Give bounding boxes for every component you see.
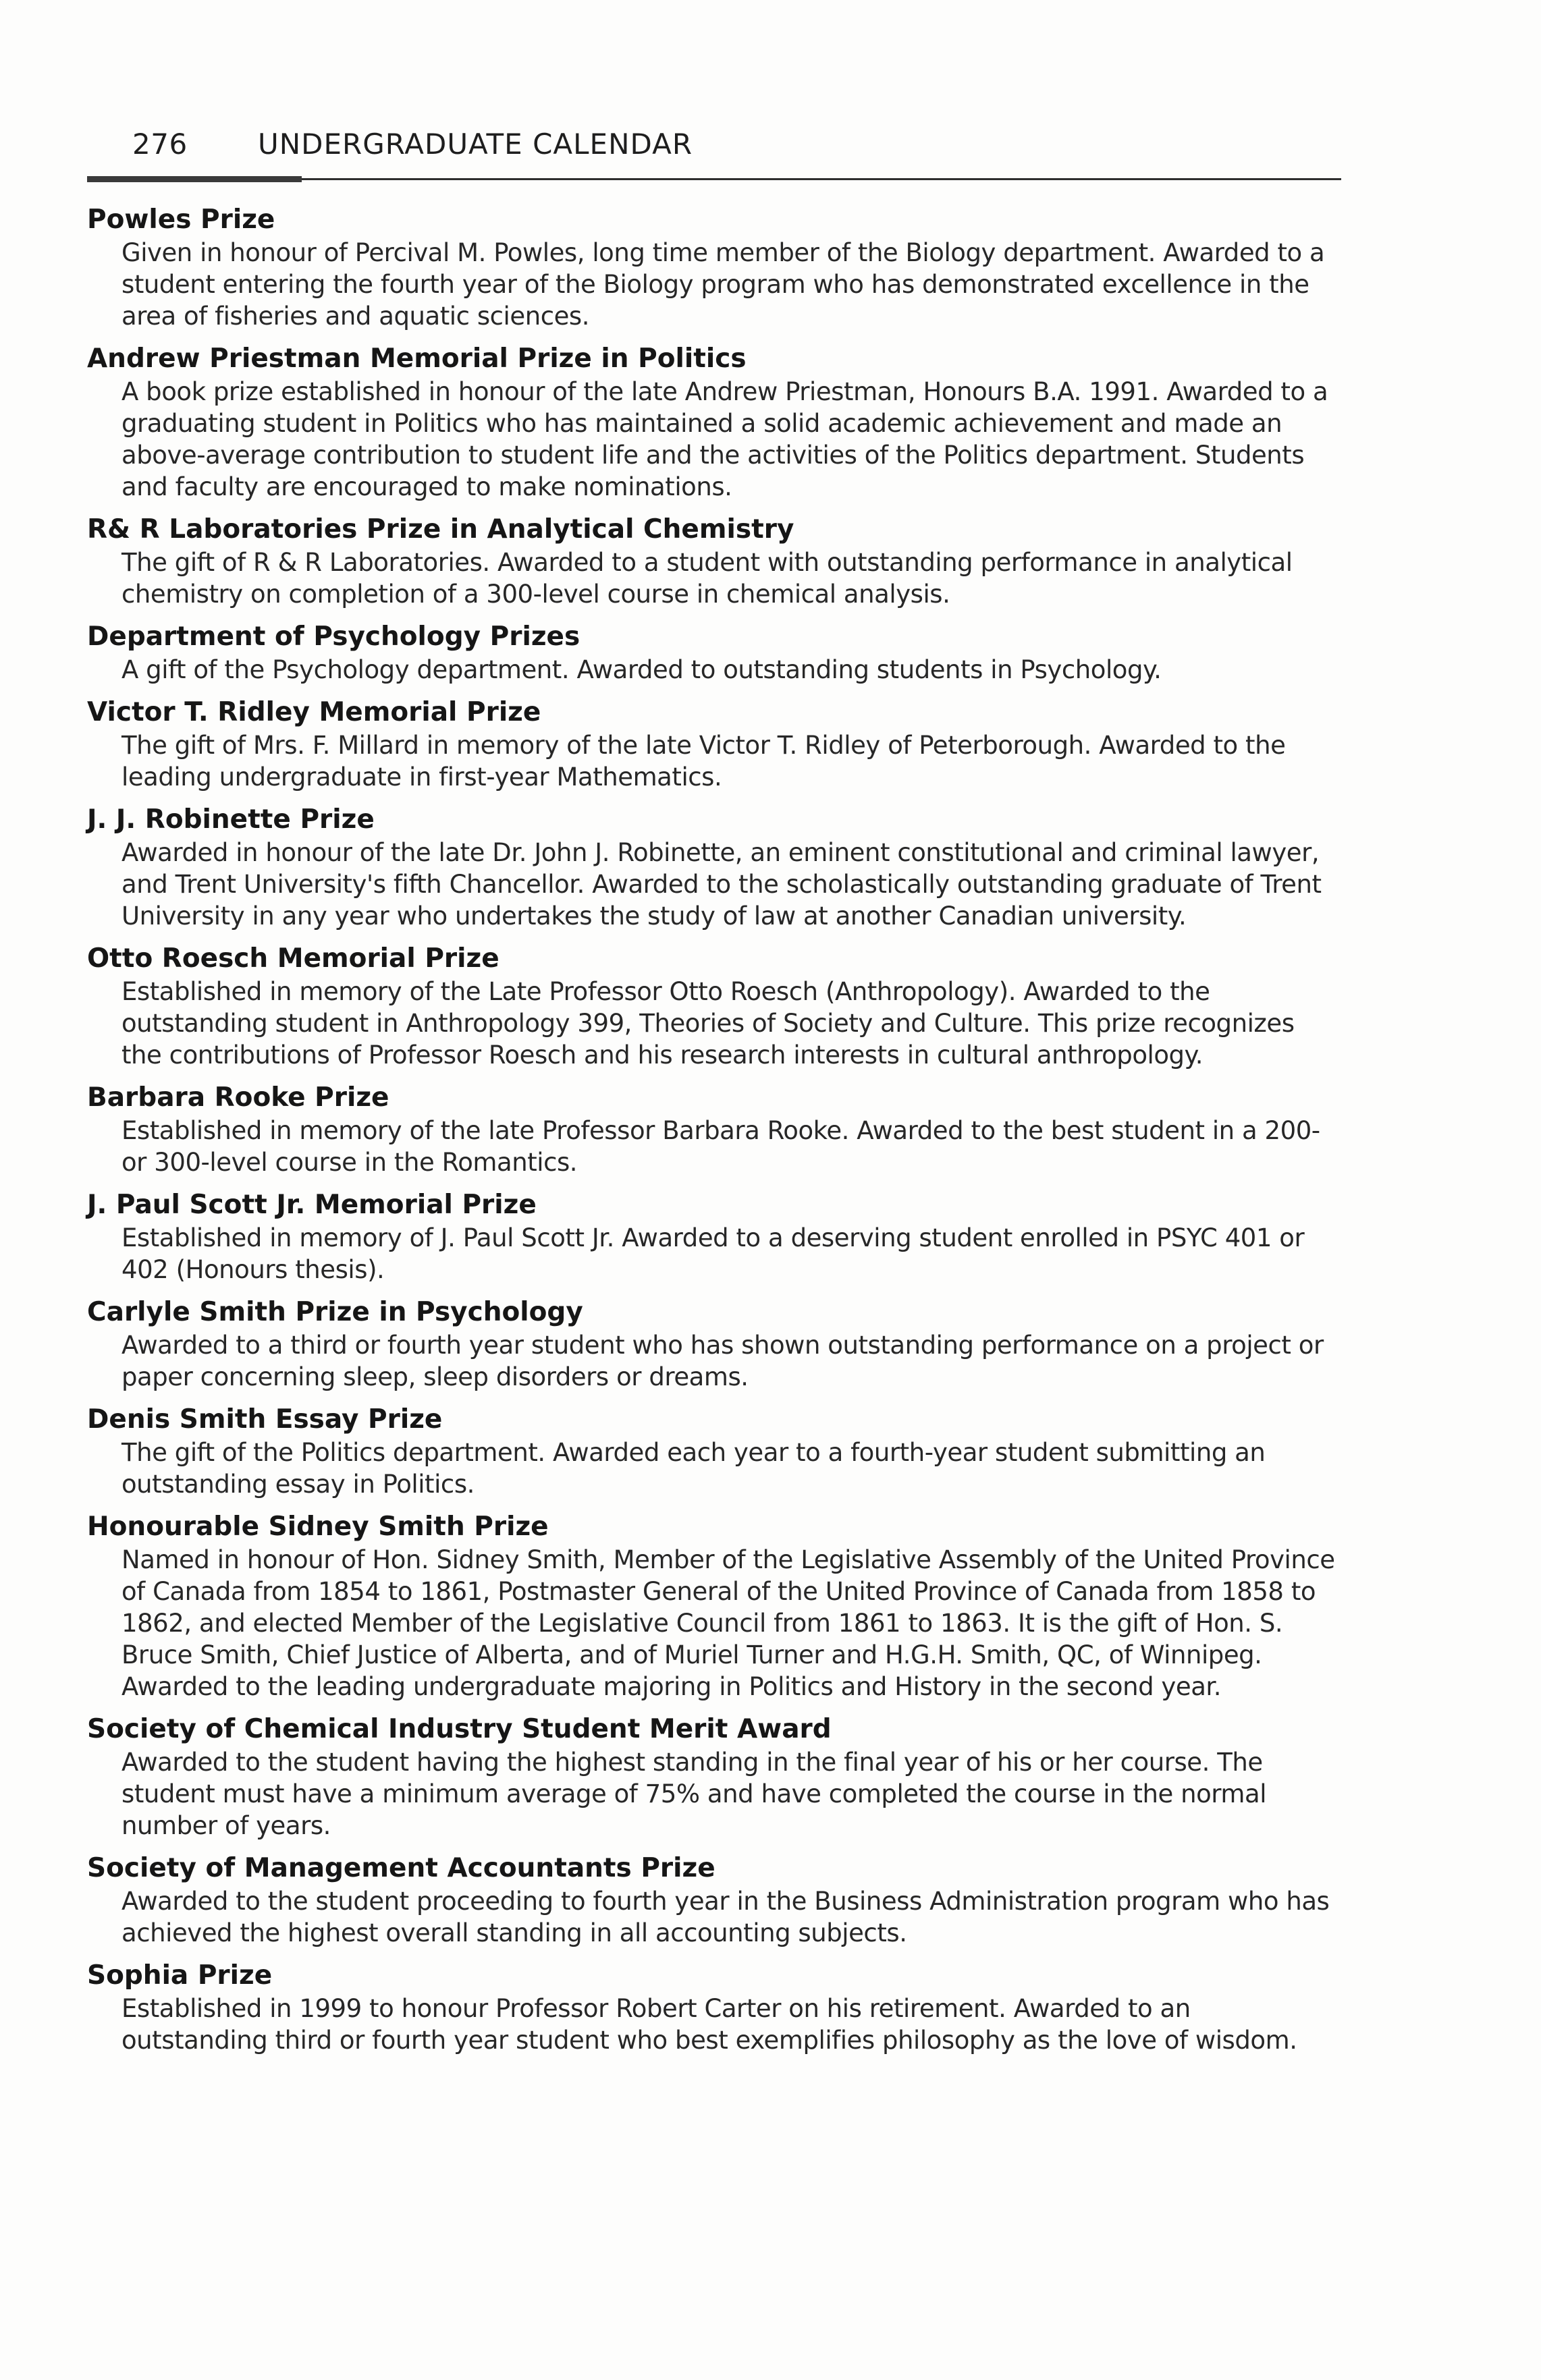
prize-description: Awarded to a third or fourth year student who has shown outstanding performance on a project or paper concerning sleep, sleep disorders or dreams. [121,1331,1324,1391]
prize-description: A gift of the Psychology department. Awarded to outstanding students in Psychology. [121,655,1162,684]
prize-title: Department of Psychology Prizes [87,621,580,652]
prize-entry [87,1402,1341,1500]
prize-description: Awarded to the student having the highest standing in the final year of his or her course. The student must have a minimum average of 75% and have completed the course in the normal number of years. [121,1748,1267,1840]
prize-entry [87,802,1341,932]
prize-entry [87,1080,1341,1178]
prize-description: Established in 1999 to honour Professor Robert Carter on his retirement. Awarded to an outstanding third or fourth year student who best exemplifies philosophy as the love of wisdom. [121,1994,1297,2055]
prize-title: J. Paul Scott Jr. Memorial Prize [87,1190,537,1220]
prize-title: Carlyle Smith Prize in Psychology [87,1297,583,1327]
prize-title: Society of Chemical Industry Student Merit Award [87,1714,832,1744]
page-header [132,127,1341,167]
prize-entry [87,341,1341,503]
prize-description: Awarded in honour of the late Dr. John J. Robinette, an eminent constitutional and criminal lawyer, and Trent University's fifth Chancellor. Awarded to the scholastically outstanding graduate of Trent University in any year who undertakes the study of law at another Canadian university. [121,838,1322,931]
prize-title: R& R Laboratories Prize in Analytical Chemistry [87,514,794,545]
prize-entry [87,619,1341,686]
prize-description: Established in memory of the Late Professor Otto Roesch (Anthropology). Awarded to the outstanding student in Anthropology 399, Theories of Society and Culture. This prize recognizes the contributions of Professor Roesch and his research interests in cultural anthropology. [121,977,1295,1070]
running-head: UNDERGRADUATE CALENDAR [258,128,693,161]
prize-entry [87,941,1341,1071]
header-rule-accent [87,176,302,182]
prize-entry [87,1510,1341,1703]
prize-title: Denis Smith Essay Prize [87,1404,443,1435]
prize-entry [87,202,1341,332]
prize-entry [87,1851,1341,1949]
prize-description: Awarded to the student proceeding to fourth year in the Business Administration program who has achieved the highest overall standing in all accounting subjects. [121,1887,1330,1947]
prize-entry [87,695,1341,793]
prize-entry [87,1958,1341,2056]
prize-description: A book prize established in honour of the late Andrew Priestman, Honours B.A. 1991. Awarded to a graduating student in Politics who has maintained a solid academic achievement and made an above-average contribution to student life and the activities of the Politics department. Students and faculty are encouraged to make nominations. [121,377,1328,501]
prize-title: Barbara Rooke Prize [87,1082,389,1113]
prize-entry [87,1295,1341,1393]
prize-description: Named in honour of Hon. Sidney Smith, Member of the Legislative Assembly of the United Province of Canada from 1854 to 1861, Postmaster General of the United Province of Canada from 1858 to 1862, and elected Member of the Legislative Council from 1861 to 1863. It is the gift of Hon. S. Bruce Smith, Chief Justice of Alberta, and of Muriel Turner and H.G.H. Smith, QC, of Winnipeg. Awarded to the leading undergraduate majoring in Politics and History in the second year. [121,1545,1335,1701]
prize-entry [87,1188,1341,1285]
prize-description: Given in honour of Percival M. Powles, long time member of the Biology department. Awarded to a student entering the fourth year of the Biology program who has demonstrated excellence in the area of fisheries and aquatic sciences. [121,238,1325,331]
page-number: 276 [132,128,188,161]
prize-title: Society of Management Accountants Prize [87,1853,715,1883]
prize-title: J. J. Robinette Prize [87,804,375,835]
prize-description: Established in memory of J. Paul Scott Jr. Awarded to a deserving student enrolled in PSYC 401 or 402 (Honours thesis). [121,1223,1305,1284]
prize-title: Victor T. Ridley Memorial Prize [87,697,541,727]
prize-entry [87,512,1341,610]
prize-list [87,202,1341,2066]
prize-title: Honourable Sidney Smith Prize [87,1512,549,1542]
prize-description: Established in memory of the late Professor Barbara Rooke. Awarded to the best student in a 200- or 300-level course in the Romantics. [121,1116,1320,1177]
prize-title: Powles Prize [87,204,275,235]
prize-title: Otto Roesch Memorial Prize [87,943,499,974]
prize-title: Andrew Priestman Memorial Prize in Politics [87,343,747,374]
prize-description: The gift of R & R Laboratories. Awarded to a student with outstanding performance in analytical chemistry on completion of a 300-level course in chemical analysis. [121,548,1293,609]
prize-entry [87,1712,1341,1842]
prize-title: Sophia Prize [87,1960,273,1991]
prize-description: The gift of the Politics department. Awarded each year to a fourth-year student submitting an outstanding essay in Politics. [121,1438,1266,1499]
prize-description: The gift of Mrs. F. Millard in memory of the late Victor T. Ridley of Peterborough. Awarded to the leading undergraduate in first-year Mathematics. [121,731,1286,792]
